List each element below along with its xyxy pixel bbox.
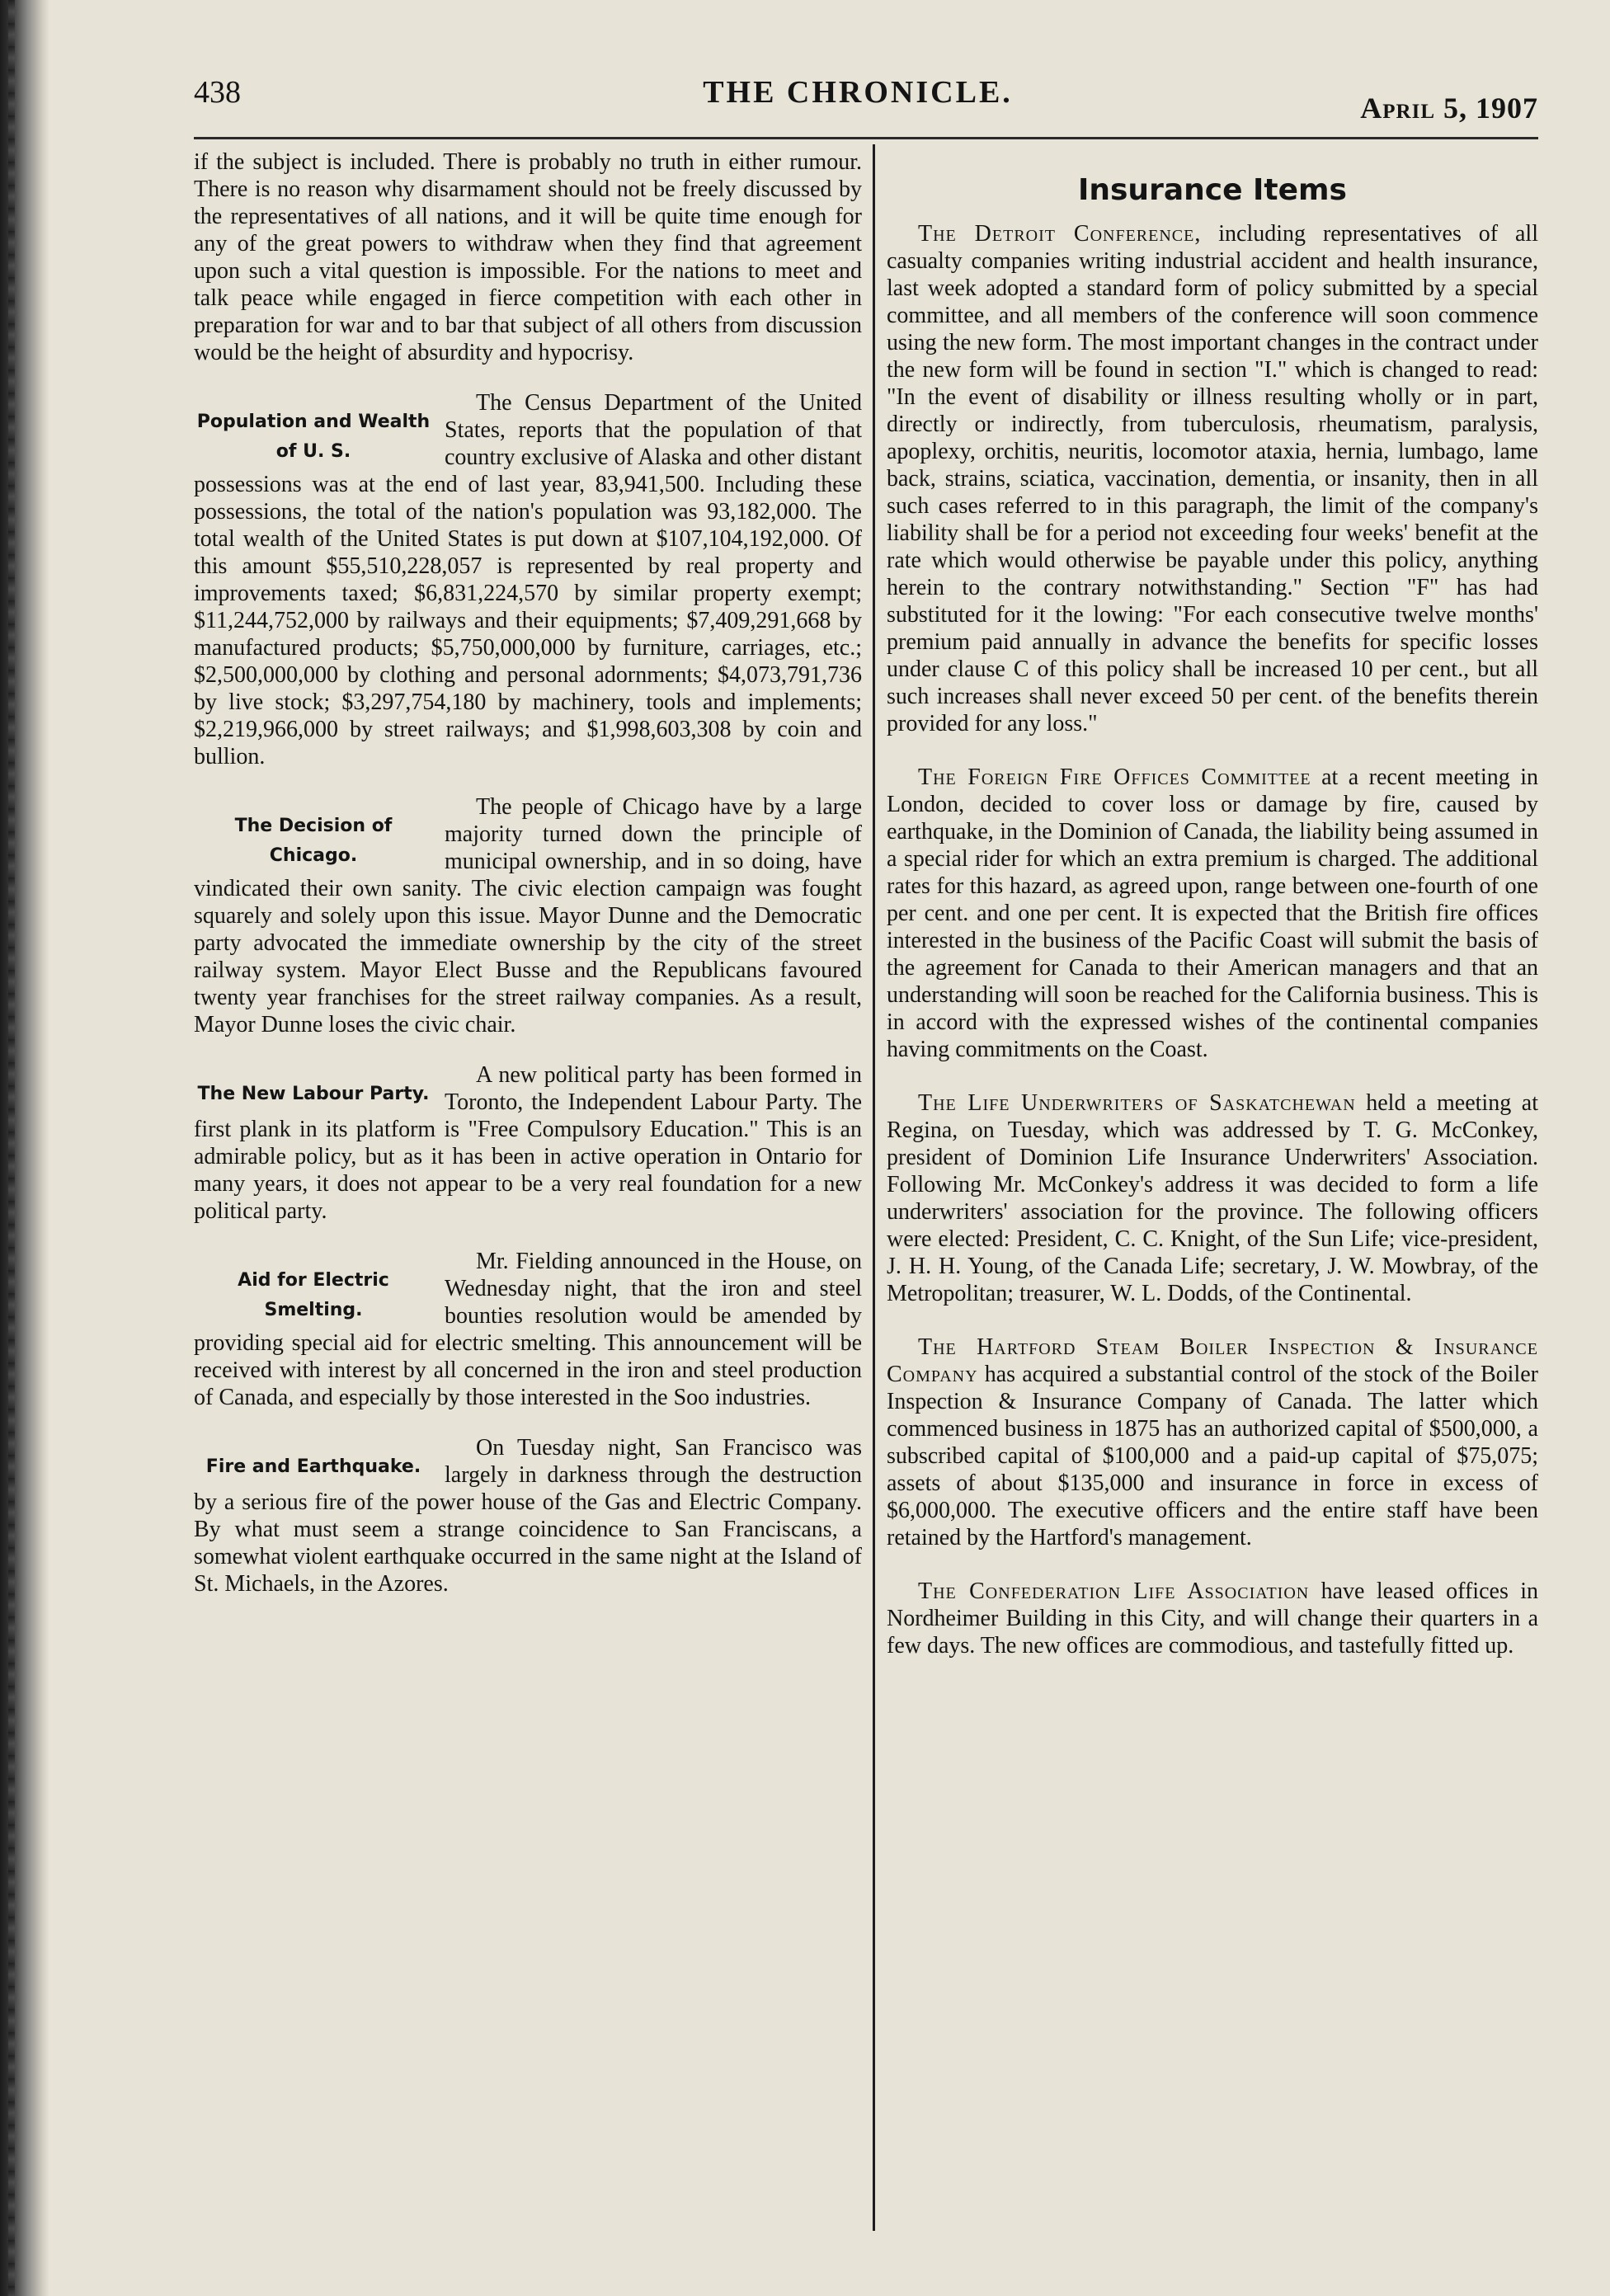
item-lead: The Detroit Conference, <box>918 221 1202 247</box>
side-heading: Population and Wealth of U. S. <box>196 412 431 462</box>
side-heading: The Decision of Chicago. <box>234 816 393 866</box>
item-text: has acquired a substantial control of the stock of the Boiler Inspection & Insurance Company of Canada. The latter which commenced business in 1875 has an authorized capital of $500,000, a subscribed capital of $100,000 and a paid-up capital of $75,075; assets of about $135,000 and insurance in force in excess of $6,000,000. The executive officers and the entire staff have been retained by the Hartford's management. <box>887 1362 1538 1550</box>
side-heading: Fire and Earthquake. <box>205 1456 421 1477</box>
side-heading: Aid for Electric Smelting. <box>238 1270 389 1320</box>
article-text: A new political party has been formed in Toronto, the Independent Labour Party. The first plank in its platform is "Free Compulsory Education." This is an admirable policy, but as it has been in active operation in Ontario for many years, it does not appear to be a very real foundation for a new political party. <box>194 1062 862 1224</box>
book-binding-edge <box>0 0 49 2296</box>
page-number: 438 <box>194 75 241 110</box>
item-lead: The Hartford Steam Boiler Inspection & Insurance Company <box>887 1334 1538 1387</box>
insurance-item <box>887 1089 1538 1307</box>
article-labour-party <box>194 1061 862 1225</box>
article-text: Mr. Fielding announced in the House, on Wednesday night, that the iron and steel bounties resolution would be amended by providing special aid for electric smelting. This announcement will be received with interest by all concerned in the iron and steel production of Canada, and especially by those interested in the Soo industries. <box>194 1249 862 1410</box>
item-lead: The Life Underwriters of Saskatchewan <box>918 1090 1356 1116</box>
right-column <box>887 148 1538 2260</box>
insurance-item <box>887 764 1538 1063</box>
newspaper-page <box>177 58 1538 2251</box>
side-heading: The New Labour Party. <box>197 1084 430 1104</box>
item-text: at a recent meeting in London, decided to cover loss or damage by fire, caused by earthquake, in the Dominion of Canada, the liability being assumed in a special rider for which an extra premium is charged. The additional rates for this hazard, as agreed upon, range between one-fourth of one per cent. and one per cent. It is expected that the British fire offices interested in the business of the Pacific Coast will submit the basis of the agreement for Canada to their American managers and that an understanding will soon be reached for the California business. This is in accord with the expressed wishes of the continental companies having commitments on the Coast. <box>887 765 1538 1062</box>
page-header <box>177 74 1538 124</box>
article-population <box>194 389 862 770</box>
column-divider <box>873 144 875 2231</box>
item-text: including representatives of all casualty companies writing industrial accident and health insurance, last week adopted a standard form of policy submitted by a special committee, and all members of the conference will soon commence using the new form. The most important changes in the contract under the new form will be found in section "I." which is changed to read: "In the event of disability or illness resulting wholly or in part, directly or indirectly, from tuberculosis, rheumatism, paralysis, apoplexy, orchitis, neuritis, locomotor ataxia, hernia, lumbago, lame back, strains, sciatica, vaccination, dementia, or insanity, then in all such cases referred to in this paragraph, the limit of the company's liability shall be for a period not exceeding four weeks' benefit at the rate which would otherwise be payable under this policy, anything herein to the contrary notwithstanding." Section "F" has had substituted for it the lowing: "For each consecutive twelve months' premium paid annually in advance the benefits for specific losses under clause C of this policy shall be increased 10 per cent., but all such increases shall never exceed 50 per cent. of the benefits therein provided for any loss." <box>887 221 1538 736</box>
header-rule <box>194 137 1538 139</box>
item-text: have leased offices in Nordheimer Building in this City, and will change their quarters in a few days. The new offices are commodious, and tastefully fitted up. <box>887 1578 1538 1658</box>
item-lead: The Foreign Fire Offices Committee <box>918 765 1311 790</box>
item-text: held a meeting at Regina, on Tuesday, which was addressed by T. G. McConkey, president of Dominion Life Insurance Underwriters' Association. Following Mr. McConkey's address it was decided to form a life underwriters' association for the province. The following officers were elected: President, C. C. Knight, of the Sun Life; vice-president, J. H. H. Young, of the Canada Life; secretary, J. W. Mowbray, of the Metropolitan; treasurer, W. L. Dodds, of the Continental. <box>887 1090 1538 1306</box>
article-electric-smelting <box>194 1248 862 1411</box>
left-column <box>194 148 862 2260</box>
section-title: Insurance Items <box>1077 173 1347 207</box>
item-lead: The Confederation Life Association <box>918 1578 1310 1604</box>
article-text: On Tuesday night, San Francisco was largely in darkness through the destruction by a serious fire of the power house of the Gas and Electric Company. By what must seem a strange coincidence to San Franciscans, a somewhat violent earthquake occurred in the same night at the Island of St. Michaels, in the Azores. <box>194 1435 862 1597</box>
insurance-item <box>887 1578 1538 1659</box>
intro-paragraph: if the subject is included. There is probably no truth in either rumour. There is no reason why disarmament should not be freely discussed by the representatives of all nations, and it will be quite time enough for any of the great powers to withdraw when they find that agreement upon such a vital question is impossible. For the nations to meet and talk peace while engaged in fierce competition with each other in preparation for war and to bar that subject of all others from discussion would be the height of absurdity and hypocrisy. <box>194 149 862 365</box>
article-fire-earthquake <box>194 1434 862 1597</box>
journal-title: THE CHRONICLE. <box>703 75 1013 110</box>
article-chicago <box>194 793 862 1038</box>
article-text: The Census Department of the United States, reports that the population of that country exclusive of Alaska and other distant possessions was at the end of last year, 83,941,500. Including these possessions, the total of the nation's population was 93,182,000. The total wealth of the United States is put down at $107,104,192,000. Of this amount $55,510,228,057 is represented by real property and improvements taxed; $6,831,224,570 by similar property exempt; $11,244,752,000 by railways and their equipments; $7,409,291,668 by manufactured products; $5,750,000,000 by furniture, carriages, etc.; $2,500,000,000 by clothing and personal adornments; $4,073,791,736 by live stock; $3,297,754,180 by machinery, tools and implements; $2,219,966,000 by street railways; and $1,998,603,308 by coin and bullion. <box>194 390 862 769</box>
insurance-item <box>887 220 1538 737</box>
insurance-item <box>887 1334 1538 1551</box>
issue-date: April 5, 1907 <box>1360 92 1538 125</box>
article-text: The people of Chicago have by a large majority turned down the principle of municipal ownership, and in so doing, have vindicated their own sanity. The civic election campaign was fought squarely and solely upon this issue. Mayor Dunne and the Democratic party advocated the immediate ownership by the city of the street railway system. Mayor Elect Busse and the Republicans favoured twenty year franchises for the street railway companies. As a result, Mayor Dunne loses the civic chair. <box>194 794 862 1037</box>
